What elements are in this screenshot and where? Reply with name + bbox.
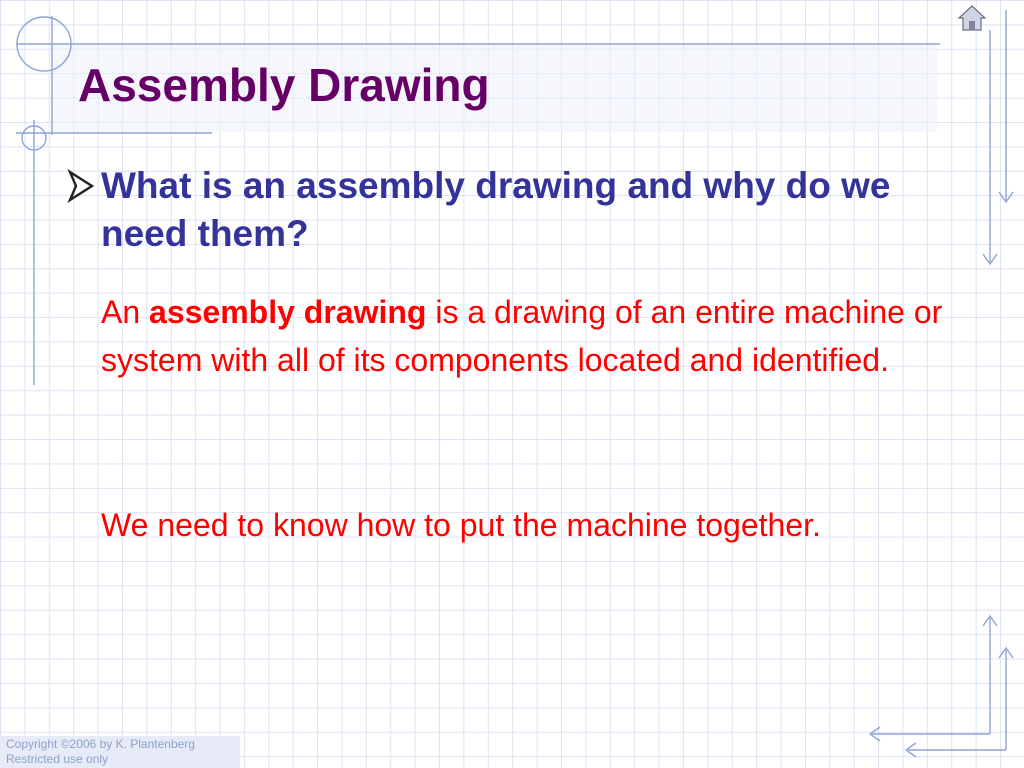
restriction-line: Restricted use only (6, 752, 109, 766)
slide-title: Assembly Drawing (78, 59, 490, 111)
corner-circle-bottom (22, 126, 46, 150)
arrow-bullet-icon (66, 169, 96, 203)
reason-paragraph: We need to know how to put the machine together. (101, 507, 821, 543)
bullet-question: What is an assembly drawing and why do we need them? (101, 165, 891, 255)
home-icon (957, 3, 987, 33)
definition-term: assembly drawing (149, 294, 427, 330)
copyright-line: Copyright ©2006 by K. Plantenberg (6, 737, 195, 751)
definition-paragraph (101, 288, 961, 384)
definition-prefix: An (101, 294, 150, 330)
definition-suffix: is a drawing of an entire machine or system with all of its components located and identified. (101, 294, 943, 378)
copyright-footer (6, 737, 195, 767)
home-button[interactable] (957, 3, 987, 33)
